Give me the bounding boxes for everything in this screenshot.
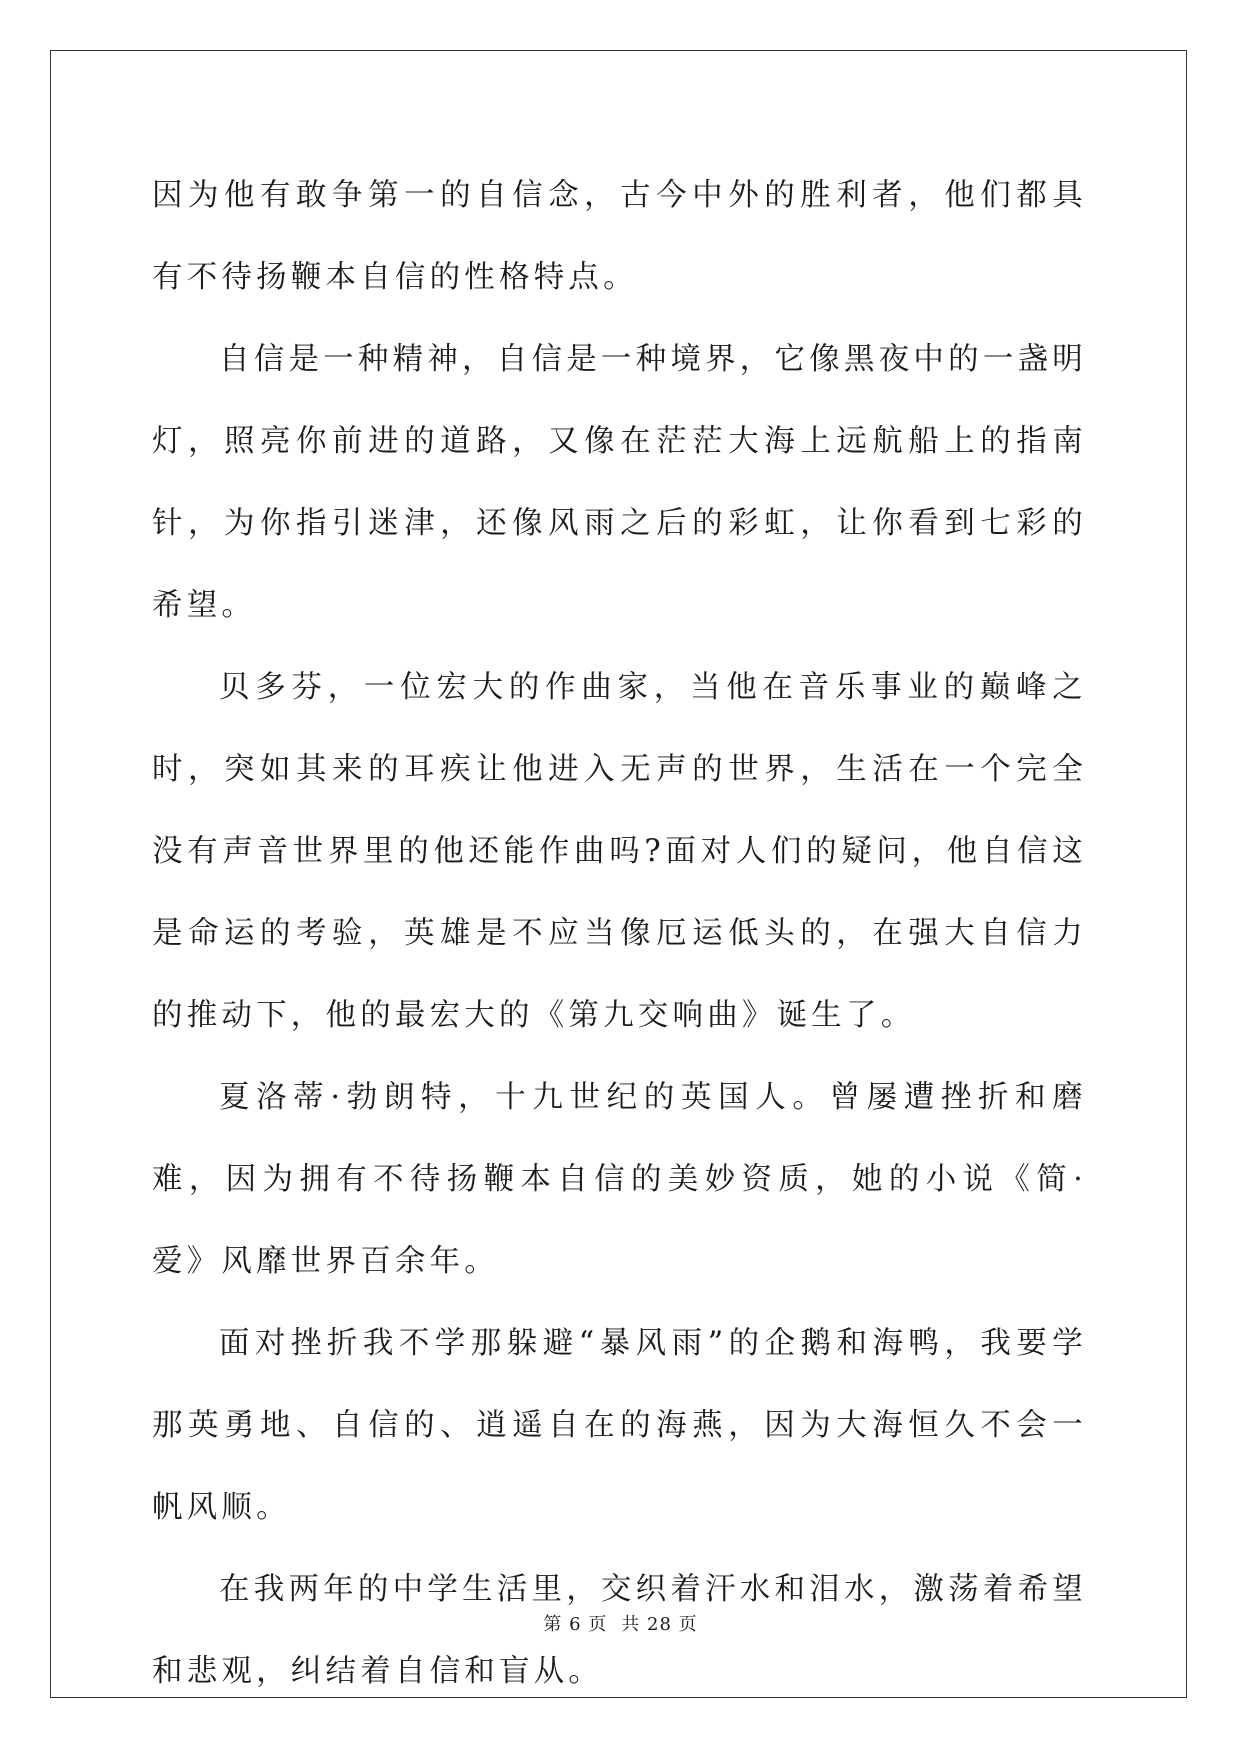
page-footer [0,1610,1241,1636]
paragraph-5: 面对挫折我不学那躲避“暴风雨”的企鹅和海鸭，我要学那英勇地、自信的、逍遥自在的海燕，因为大海恒久不会一帆风顺。 [152,1326,1087,1525]
total-pages: 共 28 页 [621,1614,698,1635]
paragraph-6: 在我两年的中学生活里，交织着汗水和泪水，激荡着希望和悲观，纠结着自信和盲从。 [152,1572,1087,1689]
paragraph-2: 自信是一种精神，自信是一种境界，它像黑夜中的一盏明灯，照亮你前进的道路，又像在茫茫大海上远航船上的指南针，为你指引迷津，还像风雨之后的彩虹，让你看到七彩的希望。 [152,342,1087,623]
paragraph-4: 夏洛蒂·勃朗特，十九世纪的英国人。曾屡遭挫折和磨难，因为拥有不待扬鞭本自信的美妙资质，她的小说《简·爱》风靡世界百余年。 [152,1080,1087,1279]
paragraph-1: 因为他有敢争第一的自信念，古今中外的胜利者，他们都具有不待扬鞭本自信的性格特点。 [152,178,1087,295]
page-number: 第 6 页 [543,1614,608,1635]
document-body [152,155,1087,1713]
paragraph-3: 贝多芬，一位宏大的作曲家，当他在音乐事业的巅峰之时，突如其来的耳疾让他进入无声的世界，生活在一个完全没有声音世界里的他还能作曲吗?面对人们的疑问，他自信这是命运的考验，英雄是不应当像厄运低头的，在强大自信力的推动下，他的最宏大的《第九交响曲》诞生了。 [152,670,1087,1033]
